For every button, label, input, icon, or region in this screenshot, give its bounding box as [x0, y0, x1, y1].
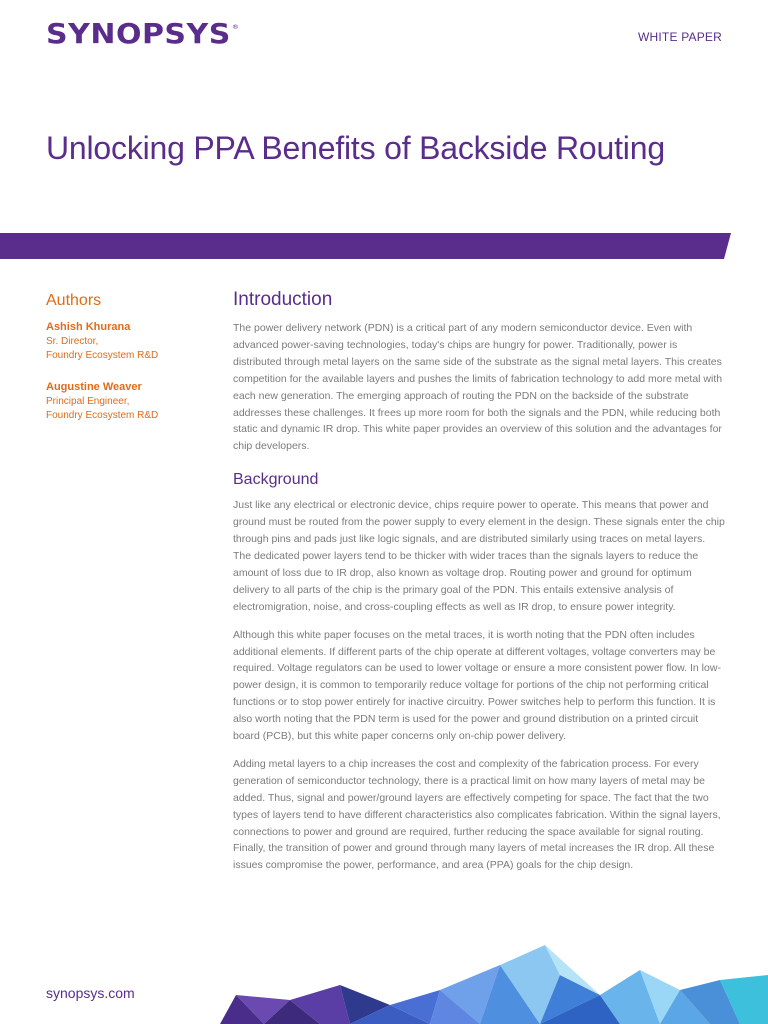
author-department: Foundry Ecosystem R&D: [46, 350, 159, 361]
authors-heading: Authors: [46, 292, 102, 309]
page-title: Unlocking PPA Benefits of Backside Routing: [46, 130, 665, 166]
document-type-label: WHITE PAPER: [638, 30, 722, 44]
author-entry: [46, 380, 206, 423]
background-paragraph-1: Just like any electrical or electronic device, chips require power to operate. This means that power and ground must be routed from the power supply to every element in the design. These signals enter the chip through pins and pads just like logic signals, and are distributed similarly using traces on metal layers. The dedicated power layers tend to be thicker with wider traces than the signals layers to reduce the amount of loss due to IR drop, also known as voltage drop. Routing power and ground for optimum delivery to all parts of the chip is the primary goal of the PDN. This entails extensive analysis of electromigration, noise, and cross-coupling effects as well as IR drop, to ensure power integrity.: [233, 499, 725, 613]
author-title: Principal Engineer,: [46, 396, 130, 407]
author-name: Ashish Khurana: [46, 321, 131, 333]
introduction-paragraph: The power delivery network (PDN) is a critical part of any modern semiconductor device. Even with advanced power-saving technologies, today's chips are hungry for power. Traditionally, power is distributed through metal layers on the same side of the substrate as the signal metal layers. This creates competition for the available layers and pushes the limits of fabrication technology to add more metal with each new generation. The emerging approach of routing the PDN on the backside of the substrate addresses these challenges. It frees up more room for both the signals and the PDN, while reducing both static and dynamic IR drop. This white paper provides an overview of this solution and the advantages for chip developers.: [233, 322, 723, 453]
authors-sidebar: [46, 292, 206, 440]
logo-text: SYNOPSYS: [46, 18, 231, 51]
background-paragraph-3: Adding metal layers to a chip increases the cost and complexity of the fabrication process. For every generation of semiconductor technology, there is a practical limit on how many layers of metal may be added. Thus, signal and power/ground layers are effectively competing for space. The fact that the two types of layers tend to have different characteristics also complicates fabrication. Within the signal layers, connections to power and ground are required, further reducing the space available for signal routing. Finally, the transition of power and ground through many layers of metal increases the IR drop. All these issues compromise the power, performance, and area (PPA) goals for the chip design.: [233, 757, 721, 872]
author-entry: [46, 320, 206, 363]
website-link[interactable]: synopsys.com: [46, 985, 135, 1001]
background-heading: Background: [233, 471, 319, 489]
registered-mark: ®: [231, 23, 240, 31]
title-divider-band: [0, 233, 768, 259]
author-title: Sr. Director,: [46, 336, 99, 347]
decorative-polygon-graphic: [200, 945, 768, 1024]
main-content: [233, 289, 725, 885]
author-name: Augustine Weaver: [46, 381, 142, 393]
author-department: Foundry Ecosystem R&D: [46, 410, 159, 421]
synopsys-logo: [46, 18, 239, 50]
background-paragraph-2: Although this white paper focuses on the metal traces, it is worth noting that the PDN often includes additional elements. If different parts of the chip operate at different voltages, voltage converters may be required. Voltage regulators can be used to lower voltage or ensure a more consistent power flow. In low-power design, it is common to temporarily reduce voltage for portions of the chip not performing critical functions or to stop power entirely for inactive circuitry. Power switches help to perform this function. It is also worth noting that the PDN term is used for the power and ground distribution on a printed circuit board (PCB), but this white paper concerns only on-chip power delivery.: [233, 628, 721, 743]
introduction-heading: Introduction: [233, 289, 333, 310]
